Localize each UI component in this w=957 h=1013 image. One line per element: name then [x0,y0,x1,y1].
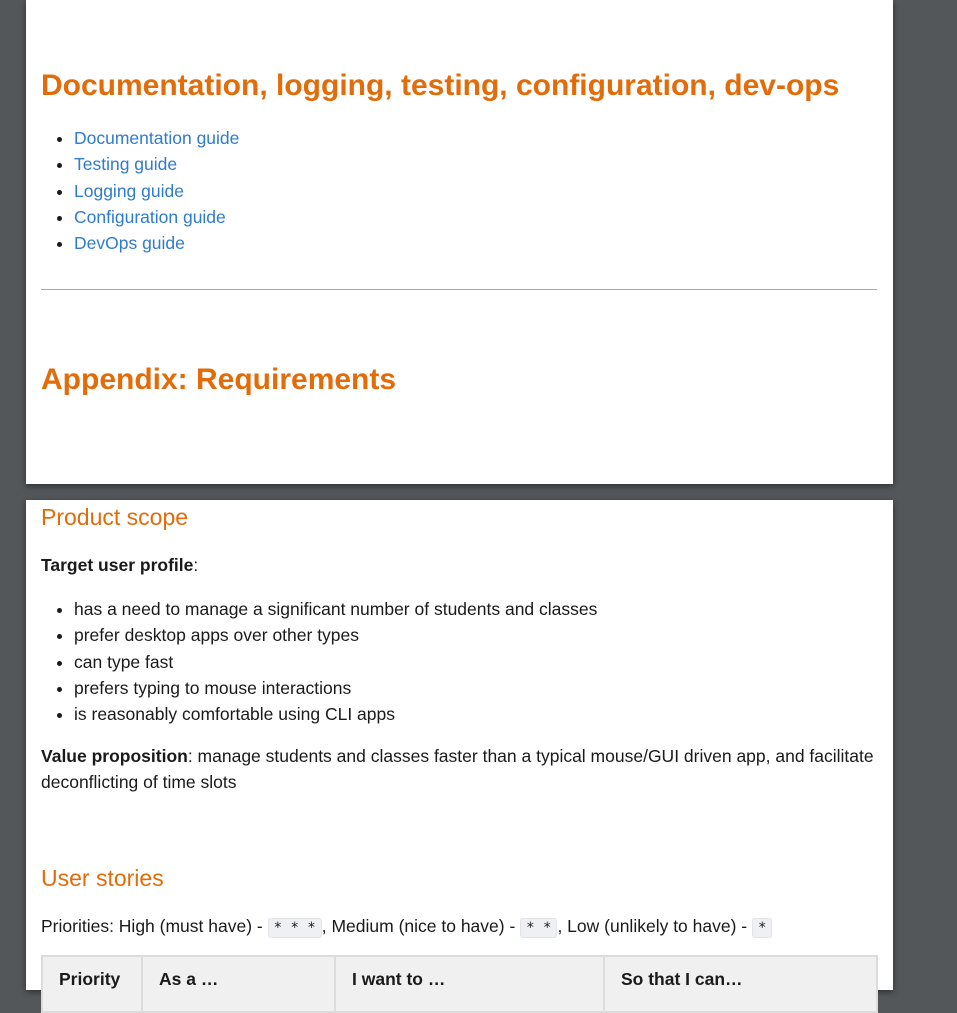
guides-list [41,125,239,256]
priorities-prefix: Priorities: High (must have) - [41,916,268,936]
list-item: • can type fast [74,649,597,675]
list-item [74,230,239,256]
list-item: • prefer desktop apps over other types [74,622,597,648]
document-page-1 [26,0,893,484]
user-stories-table [41,955,878,1013]
target-user-profile-paragraph [41,552,877,578]
section-heading-docs: Documentation, logging, testing, configuration, dev-ops [41,69,840,102]
configuration-guide-link[interactable]: Configuration guide [74,206,226,227]
table-header-row [42,956,877,1012]
list-item: • prefers typing to mouse interactions [74,675,597,701]
value-proposition-label: Value proposition [41,746,188,766]
list-item [74,151,239,177]
value-proposition-paragraph [41,743,877,796]
high-priority-code: * * * [268,918,322,938]
column-header-i-want-to: I want to … [335,956,604,1012]
priorities-low-text: , Low (unlikely to have) - [557,916,752,936]
section-heading-appendix: Appendix: Requirements [41,363,397,396]
list-item [74,178,239,204]
low-priority-code: * [752,918,772,938]
document-page-2 [26,500,893,990]
column-header-as-a: As a … [142,956,335,1012]
list-item: • has a need to manage a significant number of students and classes [74,596,597,622]
horizontal-divider [41,289,877,290]
column-header-so-that: So that I can… [604,956,877,1012]
documentation-guide-link[interactable]: Documentation guide [74,128,240,148]
testing-guide-link[interactable]: Testing guide [74,154,178,175]
column-header-priority: Priority [42,956,142,1012]
user-stories-heading: User stories [41,865,164,891]
list-item: • is reasonably comfortable using CLI apps [74,701,597,727]
product-scope-heading: Product scope [41,504,189,530]
priorities-medium-text: , Medium (nice to have) - [321,916,521,936]
value-proposition-text: : manage students and classes faster than a typical mouse/GUI driven app, and facilitate deconflicting of time slots [41,746,874,793]
logging-guide-link[interactable]: Logging guide [74,180,184,201]
priorities-line [41,913,877,941]
devops-guide-link[interactable]: DevOps guide [74,233,185,254]
target-user-label: Target user profile [41,555,194,575]
target-colon: : [193,555,199,575]
list-item [74,125,239,151]
medium-priority-code: * * [520,918,557,938]
list-item [74,204,239,230]
target-user-list [41,596,597,727]
